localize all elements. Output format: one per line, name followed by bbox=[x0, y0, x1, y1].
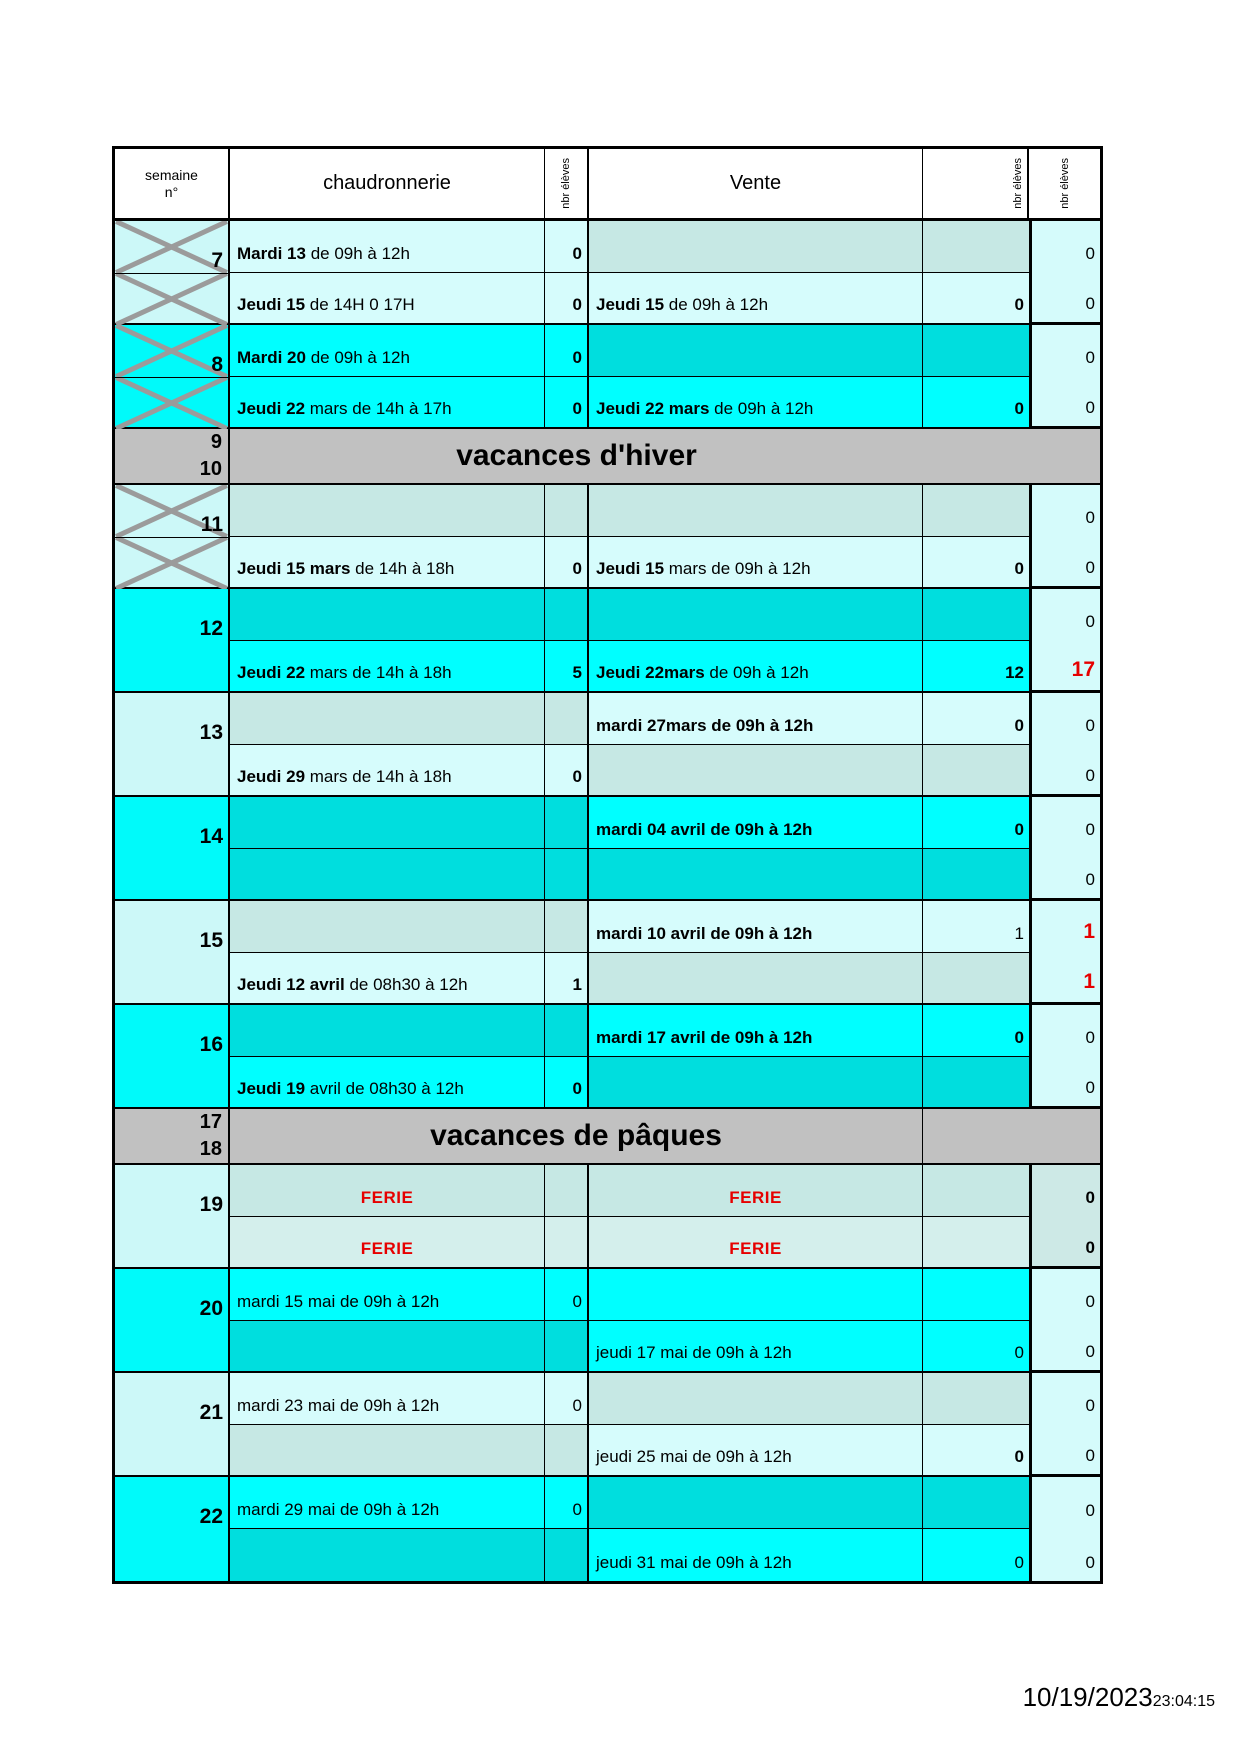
week-12-chaudronnerie-count-r1 bbox=[545, 589, 589, 641]
student-count: 0 bbox=[572, 559, 582, 578]
session-text: Jeudi 15 mars de 14h à 18h bbox=[237, 559, 455, 578]
total-count-value: 0 bbox=[1085, 1342, 1095, 1361]
week-8-chaudronnerie-count-r2 bbox=[545, 377, 589, 429]
student-count: 0 bbox=[572, 295, 582, 314]
week-8-label-cell bbox=[115, 325, 230, 429]
ferie-label: FERIE bbox=[360, 1188, 414, 1207]
session-text: Jeudi 15 mars de 09h à 12h bbox=[596, 559, 811, 578]
header-nbr-eleves-3-label: nbr élèves bbox=[1058, 158, 1071, 209]
week-7-vente-count-r2 bbox=[923, 273, 1029, 325]
student-count: 0 bbox=[572, 244, 582, 263]
week-14-chaudronnerie-count-r2 bbox=[545, 849, 589, 901]
week-21-total-box bbox=[1029, 1373, 1100, 1477]
week-20-chaudronnerie-r2 bbox=[230, 1321, 545, 1373]
total-count-value: 0 bbox=[1085, 1501, 1095, 1520]
vacation-week-number: 17 bbox=[199, 1111, 222, 1133]
student-count: 0 bbox=[572, 767, 582, 786]
week-12-chaudronnerie-r1 bbox=[230, 589, 545, 641]
week-20-vente-r1 bbox=[589, 1269, 923, 1321]
week-11-vente-r2 bbox=[589, 537, 923, 589]
session-text: Mardi 20 de 09h à 12h bbox=[237, 348, 410, 367]
week-7-total-box bbox=[1029, 221, 1100, 325]
week-14-chaudronnerie-count-r1 bbox=[545, 797, 589, 849]
session-text: Jeudi 12 avril de 08h30 à 12h bbox=[237, 975, 468, 994]
crossed-out-marker bbox=[115, 377, 228, 429]
week-number: 19 bbox=[199, 1193, 223, 1216]
total-count bbox=[1032, 1216, 1100, 1267]
header-semaine bbox=[115, 149, 230, 221]
week-19-total-box bbox=[1029, 1165, 1100, 1269]
week-8-vente-count-r2 bbox=[923, 377, 1029, 429]
week-20-vente-count-r1 bbox=[923, 1269, 1029, 1321]
student-count: 0 bbox=[572, 1079, 582, 1098]
session-text: Jeudi 22 mars de 14h à 18h bbox=[237, 663, 452, 682]
vacation-right-cell bbox=[923, 429, 1100, 485]
student-count: 0 bbox=[1014, 1447, 1024, 1466]
total-count bbox=[1032, 1056, 1100, 1107]
week-11-vente-count-r1 bbox=[923, 485, 1029, 537]
week-19-vente-r1 bbox=[589, 1165, 923, 1217]
week-19-vente-count-r2 bbox=[923, 1217, 1029, 1269]
header-semaine-line1: semaine bbox=[145, 166, 198, 183]
total-count bbox=[1032, 744, 1100, 795]
total-count bbox=[1032, 1165, 1100, 1216]
student-count: 0 bbox=[572, 1292, 582, 1311]
header-semaine-line2: n° bbox=[164, 183, 179, 200]
week-15-chaudronnerie-count-r1 bbox=[545, 901, 589, 953]
total-count bbox=[1032, 1529, 1100, 1581]
week-21-chaudronnerie-count-r1 bbox=[545, 1373, 589, 1425]
week-12-vente-count-r2 bbox=[923, 641, 1029, 693]
week-14-total-box bbox=[1029, 797, 1100, 901]
week-15-vente-r2 bbox=[589, 953, 923, 1005]
week-11-chaudronnerie-r1 bbox=[230, 485, 545, 537]
week-number: 12 bbox=[199, 617, 223, 640]
student-count: 0 bbox=[572, 1396, 582, 1415]
week-number: 15 bbox=[199, 929, 223, 952]
week-15-total-box bbox=[1029, 901, 1100, 1005]
week-number: 8 bbox=[211, 353, 223, 376]
week-21-label-cell bbox=[115, 1373, 230, 1477]
session-text: mardi 27mars de 09h à 12h bbox=[596, 716, 814, 735]
week-14-chaudronnerie-r2 bbox=[230, 849, 545, 901]
week-20-chaudronnerie-r1 bbox=[230, 1269, 545, 1321]
vacation-week-number: 10 bbox=[199, 458, 222, 480]
week-13-vente-count-r2 bbox=[923, 745, 1029, 797]
total-count bbox=[1032, 848, 1100, 899]
week-8-chaudronnerie-r1 bbox=[230, 325, 545, 377]
week-22-total-box bbox=[1029, 1477, 1100, 1581]
week-14-chaudronnerie-r1 bbox=[230, 797, 545, 849]
x-cross-icon bbox=[115, 273, 228, 325]
week-12-total-box bbox=[1029, 589, 1100, 693]
total-count-value: 0 bbox=[1085, 1291, 1095, 1311]
total-count-value: 1 bbox=[1083, 919, 1095, 943]
student-count: 0 bbox=[1014, 820, 1024, 839]
total-count-value: 0 bbox=[1085, 294, 1095, 313]
student-count: 0 bbox=[572, 399, 582, 418]
week-16-vente-r2 bbox=[589, 1057, 923, 1109]
session-text: jeudi 17 mai de 09h à 12h bbox=[596, 1343, 792, 1362]
session-text: jeudi 25 mai de 09h à 12h bbox=[596, 1447, 792, 1466]
week-14-label-cell bbox=[115, 797, 230, 901]
total-count-value: 0 bbox=[1085, 1187, 1095, 1207]
week-20-vente-r2 bbox=[589, 1321, 923, 1373]
total-count-value: 0 bbox=[1085, 715, 1095, 735]
total-count-value: 1 bbox=[1083, 970, 1095, 993]
week-21-vente-r2 bbox=[589, 1425, 923, 1477]
total-count bbox=[1032, 485, 1100, 536]
week-16-label-cell bbox=[115, 1005, 230, 1109]
week-16-chaudronnerie-count-r1 bbox=[545, 1005, 589, 1057]
total-count-value: 0 bbox=[1085, 1238, 1095, 1257]
week-8-vente-count-r1 bbox=[923, 325, 1029, 377]
week-19-chaudronnerie-r1 bbox=[230, 1165, 545, 1217]
week-11-vente-r1 bbox=[589, 485, 923, 537]
total-count-value: 0 bbox=[1085, 243, 1095, 263]
week-15-vente-r1 bbox=[589, 901, 923, 953]
header-nbr-eleves-1 bbox=[545, 149, 589, 221]
week-22-chaudronnerie-r1 bbox=[230, 1477, 545, 1529]
total-count bbox=[1032, 221, 1100, 272]
total-count bbox=[1032, 952, 1100, 1003]
week-7-vente-r1 bbox=[589, 221, 923, 273]
week-13-vente-r2 bbox=[589, 745, 923, 797]
session-text: Jeudi 19 avril de 08h30 à 12h bbox=[237, 1079, 464, 1098]
week-16-chaudronnerie-count-r2 bbox=[545, 1057, 589, 1109]
week-20-total-box bbox=[1029, 1269, 1100, 1373]
session-text: mardi 10 avril de 09h à 12h bbox=[596, 924, 813, 943]
week-15-vente-count-r2 bbox=[923, 953, 1029, 1005]
total-count bbox=[1032, 1373, 1100, 1424]
week-16-chaudronnerie-r1 bbox=[230, 1005, 545, 1057]
week-11-chaudronnerie-count-r2 bbox=[545, 537, 589, 589]
total-count bbox=[1032, 1477, 1100, 1529]
week-15-chaudronnerie-count-r2 bbox=[545, 953, 589, 1005]
session-text: Jeudi 22 mars de 09h à 12h bbox=[596, 399, 814, 418]
vacation-title: vacances d'hiver bbox=[230, 429, 923, 485]
session-text: mardi 15 mai de 09h à 12h bbox=[237, 1292, 440, 1311]
week-20-chaudronnerie-count-r2 bbox=[545, 1321, 589, 1373]
week-14-vente-count-r1 bbox=[923, 797, 1029, 849]
week-13-total-box bbox=[1029, 693, 1100, 797]
week-21-vente-r1 bbox=[589, 1373, 923, 1425]
week-16-total-box bbox=[1029, 1005, 1100, 1109]
vacation-title: vacances de pâques bbox=[230, 1109, 923, 1165]
week-8-chaudronnerie-r2 bbox=[230, 377, 545, 429]
week-14-vente-r2 bbox=[589, 849, 923, 901]
week-7-vente-count-r1 bbox=[923, 221, 1029, 273]
total-count bbox=[1032, 640, 1100, 691]
student-count: 0 bbox=[1014, 1028, 1024, 1047]
week-11-chaudronnerie-r2 bbox=[230, 537, 545, 589]
session-text: Jeudi 22mars de 09h à 12h bbox=[596, 663, 809, 682]
week-7-chaudronnerie-count-r1 bbox=[545, 221, 589, 273]
ferie-label: FERIE bbox=[729, 1188, 782, 1207]
total-count-value: 0 bbox=[1085, 870, 1095, 889]
week-12-chaudronnerie-count-r2 bbox=[545, 641, 589, 693]
student-count: 0 bbox=[572, 1500, 582, 1519]
total-count-value: 0 bbox=[1085, 558, 1095, 577]
week-16-vente-r1 bbox=[589, 1005, 923, 1057]
vacation-week-number: 9 bbox=[210, 431, 222, 453]
total-count-value: 17 bbox=[1071, 658, 1095, 681]
total-count bbox=[1032, 1005, 1100, 1056]
week-14-vente-count-r2 bbox=[923, 849, 1029, 901]
week-20-vente-count-r2 bbox=[923, 1321, 1029, 1373]
week-15-chaudronnerie-r2 bbox=[230, 953, 545, 1005]
student-count: 0 bbox=[1014, 559, 1024, 578]
total-count-value: 0 bbox=[1085, 819, 1095, 839]
header-nbr-eleves-2-label: nbr élèves bbox=[1012, 158, 1024, 209]
week-number: 16 bbox=[199, 1033, 223, 1056]
session-text: Jeudi 22 mars de 14h à 17h bbox=[237, 399, 452, 418]
crossed-out-marker bbox=[115, 273, 228, 325]
week-11-chaudronnerie-count-r1 bbox=[545, 485, 589, 537]
header-nbr-eleves-1-label: nbr élèves bbox=[560, 158, 572, 209]
student-count: 0 bbox=[1014, 716, 1024, 735]
session-text: jeudi 31 mai de 09h à 12h bbox=[596, 1553, 792, 1572]
vacation-week-numbers bbox=[115, 1109, 230, 1165]
week-7-label-cell bbox=[115, 221, 230, 325]
x-cross-icon bbox=[115, 537, 228, 589]
total-count-value: 0 bbox=[1085, 507, 1095, 527]
header-chaudronnerie bbox=[230, 149, 545, 221]
student-count: 0 bbox=[572, 348, 582, 367]
week-20-label-cell bbox=[115, 1269, 230, 1373]
week-15-chaudronnerie-r1 bbox=[230, 901, 545, 953]
total-count-value: 0 bbox=[1085, 1395, 1095, 1415]
week-number: 20 bbox=[199, 1297, 223, 1320]
print-time: 23:04:15 bbox=[1152, 1693, 1215, 1710]
total-count-value: 0 bbox=[1085, 766, 1095, 785]
week-21-chaudronnerie-r1 bbox=[230, 1373, 545, 1425]
session-text: mardi 17 avril de 09h à 12h bbox=[596, 1028, 813, 1047]
total-count bbox=[1032, 1424, 1100, 1475]
week-20-chaudronnerie-count-r1 bbox=[545, 1269, 589, 1321]
session-text: Jeudi 29 mars de 14h à 18h bbox=[237, 767, 452, 786]
week-8-total-box bbox=[1029, 325, 1100, 429]
week-8-vente-r2 bbox=[589, 377, 923, 429]
week-19-chaudronnerie-count-r2 bbox=[545, 1217, 589, 1269]
student-count: 1 bbox=[1014, 924, 1024, 943]
header-nbr-eleves-3 bbox=[1029, 149, 1100, 221]
crossed-out-marker bbox=[115, 537, 228, 589]
total-count-value: 0 bbox=[1085, 611, 1095, 631]
total-count bbox=[1032, 901, 1100, 952]
week-16-vente-count-r1 bbox=[923, 1005, 1029, 1057]
total-count-value: 0 bbox=[1085, 347, 1095, 367]
week-19-label-cell bbox=[115, 1165, 230, 1269]
week-number: 14 bbox=[199, 825, 223, 848]
total-count bbox=[1032, 1320, 1100, 1371]
total-count bbox=[1032, 376, 1100, 427]
week-number: 11 bbox=[200, 513, 223, 536]
week-7-chaudronnerie-r1 bbox=[230, 221, 545, 273]
header-vente bbox=[589, 149, 923, 221]
student-count: 0 bbox=[1014, 1553, 1024, 1572]
week-12-vente-r2 bbox=[589, 641, 923, 693]
vacation-week-number: 18 bbox=[199, 1138, 222, 1160]
header-nbr-eleves-2 bbox=[923, 149, 1029, 221]
week-13-chaudronnerie-count-r1 bbox=[545, 693, 589, 745]
session-text: mardi 23 mai de 09h à 12h bbox=[237, 1396, 440, 1415]
week-11-label-cell bbox=[115, 485, 230, 589]
week-21-chaudronnerie-count-r2 bbox=[545, 1425, 589, 1477]
total-count bbox=[1032, 325, 1100, 376]
session-text: mardi 04 avril de 09h à 12h bbox=[596, 820, 813, 839]
total-count bbox=[1032, 1269, 1100, 1320]
week-13-vente-r1 bbox=[589, 693, 923, 745]
ferie-label: FERIE bbox=[360, 1239, 414, 1258]
week-11-vente-count-r2 bbox=[923, 537, 1029, 589]
student-count: 12 bbox=[1005, 663, 1024, 682]
week-15-vente-count-r1 bbox=[923, 901, 1029, 953]
student-count: 0 bbox=[1014, 399, 1024, 418]
total-count bbox=[1032, 589, 1100, 640]
week-19-chaudronnerie-r2 bbox=[230, 1217, 545, 1269]
week-number: 21 bbox=[199, 1401, 223, 1424]
student-count: 0 bbox=[1014, 295, 1024, 314]
week-13-vente-count-r1 bbox=[923, 693, 1029, 745]
total-count bbox=[1032, 536, 1100, 587]
session-text: mardi 29 mai de 09h à 12h bbox=[237, 1500, 440, 1519]
week-8-vente-r1 bbox=[589, 325, 923, 377]
x-cross-icon bbox=[115, 377, 228, 429]
week-12-label-cell bbox=[115, 589, 230, 693]
week-22-vente-count-r1 bbox=[923, 1477, 1029, 1529]
schedule-table bbox=[112, 146, 1103, 1584]
total-count-value: 0 bbox=[1085, 1446, 1095, 1465]
week-19-chaudronnerie-count-r1 bbox=[545, 1165, 589, 1217]
week-7-chaudronnerie-r2 bbox=[230, 273, 545, 325]
week-22-vente-r2 bbox=[589, 1529, 923, 1581]
week-16-vente-count-r2 bbox=[923, 1057, 1029, 1109]
week-13-label-cell bbox=[115, 693, 230, 797]
week-19-vente-r2 bbox=[589, 1217, 923, 1269]
week-13-chaudronnerie-r2 bbox=[230, 745, 545, 797]
total-count bbox=[1032, 797, 1100, 848]
total-count-value: 0 bbox=[1085, 1553, 1095, 1572]
print-date: 10/19/2023 bbox=[1022, 1682, 1153, 1712]
header-chaudronnerie-label: chaudronnerie bbox=[323, 172, 451, 194]
week-7-chaudronnerie-count-r2 bbox=[545, 273, 589, 325]
week-13-chaudronnerie-count-r2 bbox=[545, 745, 589, 797]
header-vente-label: Vente bbox=[729, 172, 782, 194]
week-22-chaudronnerie-r2 bbox=[230, 1529, 545, 1581]
week-7-vente-r2 bbox=[589, 273, 923, 325]
student-count: 1 bbox=[572, 975, 582, 994]
week-21-vente-count-r2 bbox=[923, 1425, 1029, 1477]
week-14-vente-r1 bbox=[589, 797, 923, 849]
vacation-week-numbers bbox=[115, 429, 230, 485]
total-count bbox=[1032, 693, 1100, 744]
week-16-chaudronnerie-r2 bbox=[230, 1057, 545, 1109]
week-number: 22 bbox=[199, 1505, 223, 1528]
week-22-vente-r1 bbox=[589, 1477, 923, 1529]
total-count-value: 0 bbox=[1085, 398, 1095, 417]
session-text: Jeudi 15 de 14H 0 17H bbox=[237, 295, 415, 314]
week-12-vente-count-r1 bbox=[923, 589, 1029, 641]
ferie-label: FERIE bbox=[729, 1239, 782, 1258]
week-21-chaudronnerie-r2 bbox=[230, 1425, 545, 1477]
week-22-chaudronnerie-count-r1 bbox=[545, 1477, 589, 1529]
session-text: Jeudi 15 de 09h à 12h bbox=[596, 295, 769, 314]
week-21-vente-count-r1 bbox=[923, 1373, 1029, 1425]
student-count: 0 bbox=[1014, 1343, 1024, 1362]
total-count-value: 0 bbox=[1085, 1078, 1095, 1097]
week-11-total-box bbox=[1029, 485, 1100, 589]
week-15-label-cell bbox=[115, 901, 230, 1005]
week-8-chaudronnerie-count-r1 bbox=[545, 325, 589, 377]
week-22-chaudronnerie-count-r2 bbox=[545, 1529, 589, 1581]
week-22-vente-count-r2 bbox=[923, 1529, 1029, 1581]
week-13-chaudronnerie-r1 bbox=[230, 693, 545, 745]
session-text: Mardi 13 de 09h à 12h bbox=[237, 244, 410, 263]
week-12-chaudronnerie-r2 bbox=[230, 641, 545, 693]
print-timestamp bbox=[1023, 1682, 1215, 1713]
week-number: 7 bbox=[211, 249, 223, 272]
total-count-value: 0 bbox=[1085, 1027, 1095, 1047]
week-12-vente-r1 bbox=[589, 589, 923, 641]
week-number: 13 bbox=[199, 721, 223, 744]
week-22-label-cell bbox=[115, 1477, 230, 1581]
week-19-vente-count-r1 bbox=[923, 1165, 1029, 1217]
student-count: 5 bbox=[572, 663, 582, 682]
vacation-right-cell bbox=[923, 1109, 1100, 1165]
total-count bbox=[1032, 272, 1100, 323]
